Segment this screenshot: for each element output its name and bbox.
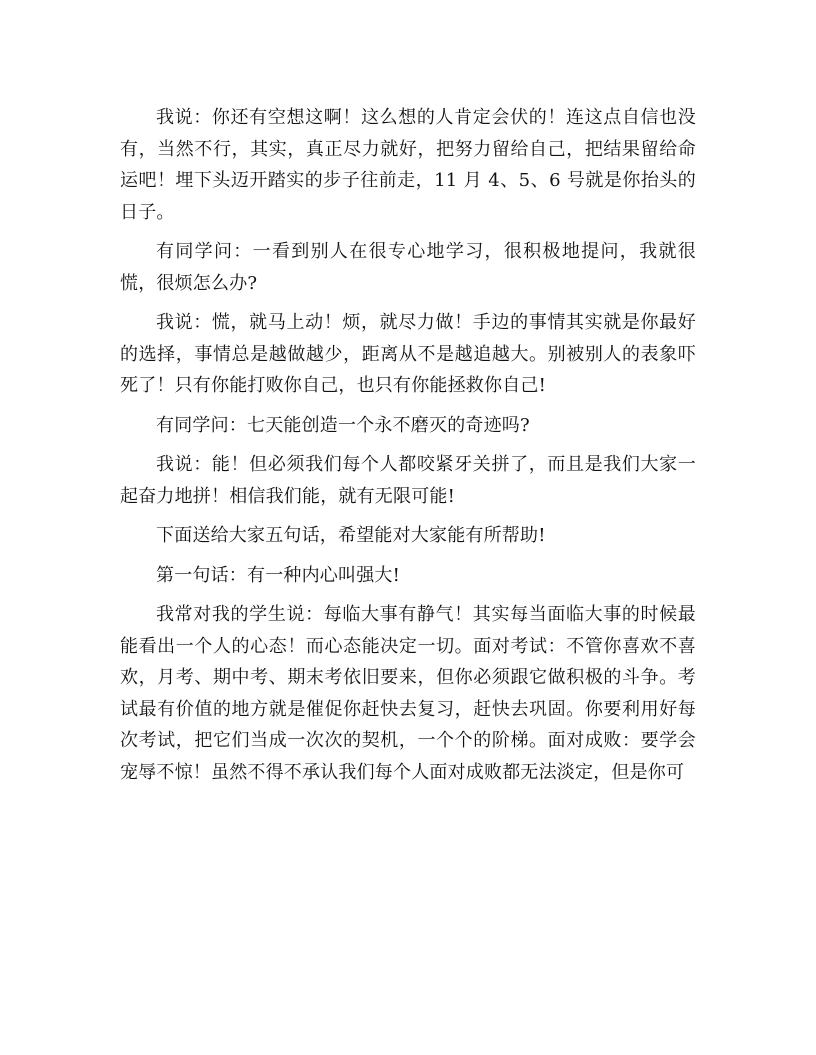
paragraph-4: 有同学问：七天能创造一个永不磨灭的奇迹吗? [156, 414, 530, 436]
paragraph-1: 我说：你还有空想这啊！这么想的人肯定会伏的！连这点自信也没有，当然不行，其实，真正尽力就好，把努力留给自己，把结果留给命运吧！埋下头迈开踏实的步子往前走，11 月 4、5、6 号就是你抬头的日子。 [120, 107, 696, 223]
document-body [120, 102, 696, 796]
paragraph-7: 第一句话：有一种内心叫强大! [156, 564, 401, 586]
paragraph-3: 我说：慌，就马上动！烦，就尽力做！手边的事情其实就是你最好的选择，事情总是越做越少，距离从不是越追越大。别被别人的表象吓死了！只有你能打败你自己，也只有你能拯救你自己! [120, 312, 696, 396]
paragraph-5: 我说：能！但必须我们每个人都咬紧牙关拼了，而且是我们大家一起奋力地拼！相信我们能，就有无限可能! [120, 454, 696, 507]
paragraph-6: 下面送给大家五句话，希望能对大家能有所帮助! [156, 525, 546, 546]
paragraph-2: 有同学问：一看到别人在很专心地学习，很积极地提问，我就很慌，很烦怎么办? [120, 241, 696, 294]
paragraph-8: 我常对我的学生说：每临大事有静气！其实每当面临大事的时候最能看出一个人的心态！而心态能决定一切。面对考试：不管你喜欢不喜欢，月考、期中考、期末考依旧要来，但你必须跟它做积极的斗争。考试最有价值的地方就是催促你赶快去复习，赶快去巩固。你要利用好每次考试，把它们当成一次次的契机，一个个的阶梯。面对成败：要学会宠辱不惊！虽然不得不承认我们每个人面对成败都无法淡定，但是你可 [120, 604, 696, 783]
